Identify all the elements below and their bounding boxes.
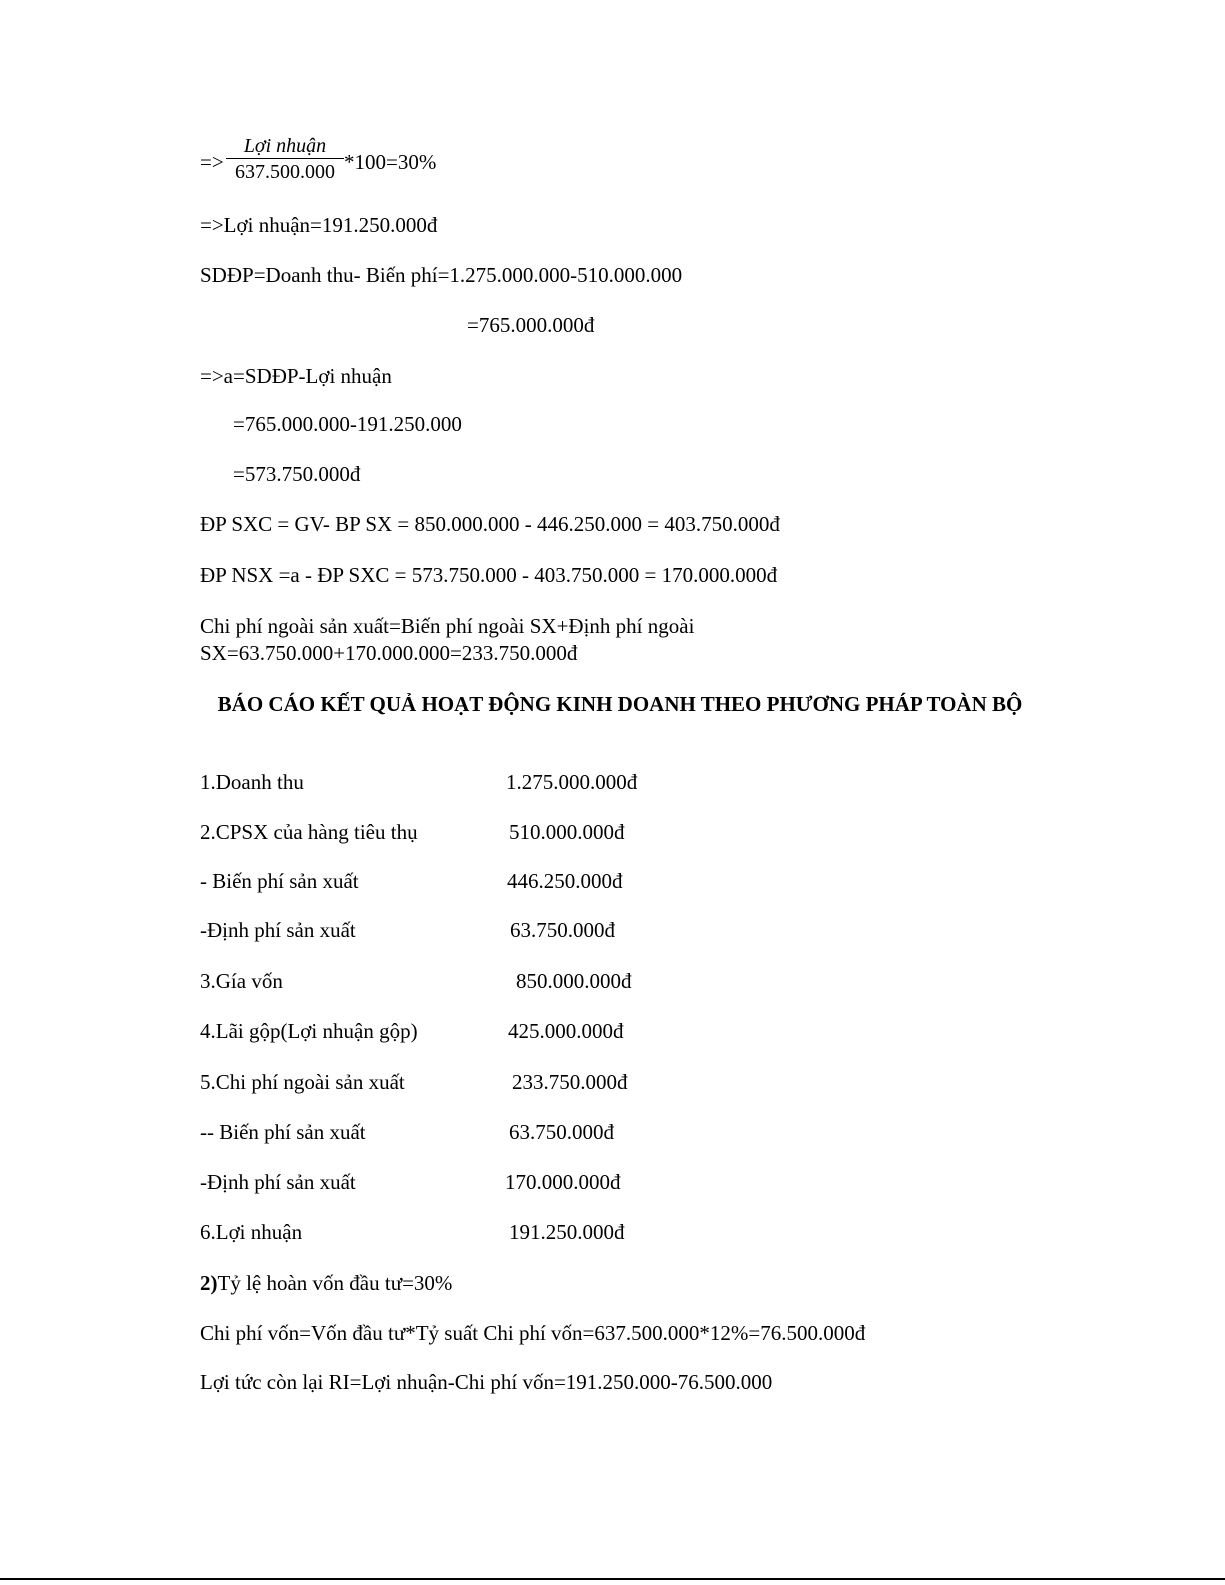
report-row-value: 233.750.000đ xyxy=(512,1070,628,1094)
report-row-label: 4.Lãi gộp(Lợi nhuận gộp) xyxy=(200,1019,418,1043)
residual-income-line: Lợi tức còn lại RI=Lợi nhuận-Chi phí vốn=191.250.000-76.500.000 xyxy=(200,1370,773,1394)
a-calc: =765.000.000-191.250.000 xyxy=(233,412,462,436)
sddp-line: SDĐP=Doanh thu- Biến phí=1.275.000.000-510.000.000 xyxy=(200,263,683,287)
report-row-label: 6.Lợi nhuận xyxy=(200,1220,303,1244)
report-row-label: 5.Chi phí ngoài sản xuất xyxy=(200,1070,405,1094)
report-row-value: 850.000.000đ xyxy=(516,969,632,993)
part2-heading-text: Tỷ lệ hoàn vốn đầu tư=30% xyxy=(217,1271,453,1295)
report-title: BÁO CÁO KẾT QUẢ HOẠT ĐỘNG KINH DOANH THEO PHƯƠNG PHÁP TOÀN BỘ xyxy=(217,692,1023,716)
a-line: =>a=SDĐP-Lợi nhuận xyxy=(200,364,392,388)
profit-fraction xyxy=(226,135,344,184)
report-row-value: 1.275.000.000đ xyxy=(506,770,638,794)
sddp-result: =765.000.000đ xyxy=(467,313,595,337)
non-production-cost-line-2: SX=63.750.000+170.000.000=233.750.000đ xyxy=(200,641,578,665)
part2-number: 2) xyxy=(200,1271,218,1295)
cost-of-capital-line: Chi phí vốn=Vốn đầu tư*Tỷ suất Chi phí vốn=637.500.000*12%=76.500.000đ xyxy=(200,1321,866,1345)
report-row-label: 3.Gía vốn xyxy=(200,969,283,993)
dp-nsx-line: ĐP NSX =a - ĐP SXC = 573.750.000 - 403.750.000 = 170.000.000đ xyxy=(200,563,778,587)
report-row-label: 2.CPSX của hàng tiêu thụ xyxy=(200,820,418,844)
report-row-value: 170.000.000đ xyxy=(505,1170,621,1194)
non-production-cost-line-1: Chi phí ngoài sản xuất=Biến phí ngoài SX+Định phí ngoài xyxy=(200,614,695,638)
report-row-label: 1.Doanh thu xyxy=(200,770,304,794)
report-row-value: 446.250.000đ xyxy=(507,869,623,893)
part2-heading xyxy=(200,1271,452,1295)
formula-suffix: *100=30% xyxy=(344,150,437,174)
report-row-value: 63.750.000đ xyxy=(509,1120,614,1144)
report-row-value: 191.250.000đ xyxy=(509,1220,625,1244)
report-row-label: -- Biến phí sản xuất xyxy=(200,1120,366,1144)
a-result: =573.750.000đ xyxy=(233,462,361,486)
report-row-label: -Định phí sản xuất xyxy=(200,918,356,942)
report-row-value: 510.000.000đ xyxy=(509,820,625,844)
fraction-numerator: Lợi nhuận xyxy=(226,135,344,159)
page-bottom-rule xyxy=(0,1578,1225,1580)
profit-line: =>Lợi nhuận=191.250.000đ xyxy=(200,213,438,237)
dp-sxc-line: ĐP SXC = GV- BP SX = 850.000.000 - 446.250.000 = 403.750.000đ xyxy=(200,512,780,536)
report-row-value: 63.750.000đ xyxy=(510,918,615,942)
report-row-value: 425.000.000đ xyxy=(508,1019,624,1043)
report-row-label: -Định phí sản xuất xyxy=(200,1170,356,1194)
formula-prefix: => xyxy=(200,150,224,174)
fraction-denominator: 637.500.000 xyxy=(235,161,335,183)
report-row-label: - Biến phí sản xuất xyxy=(200,869,359,893)
